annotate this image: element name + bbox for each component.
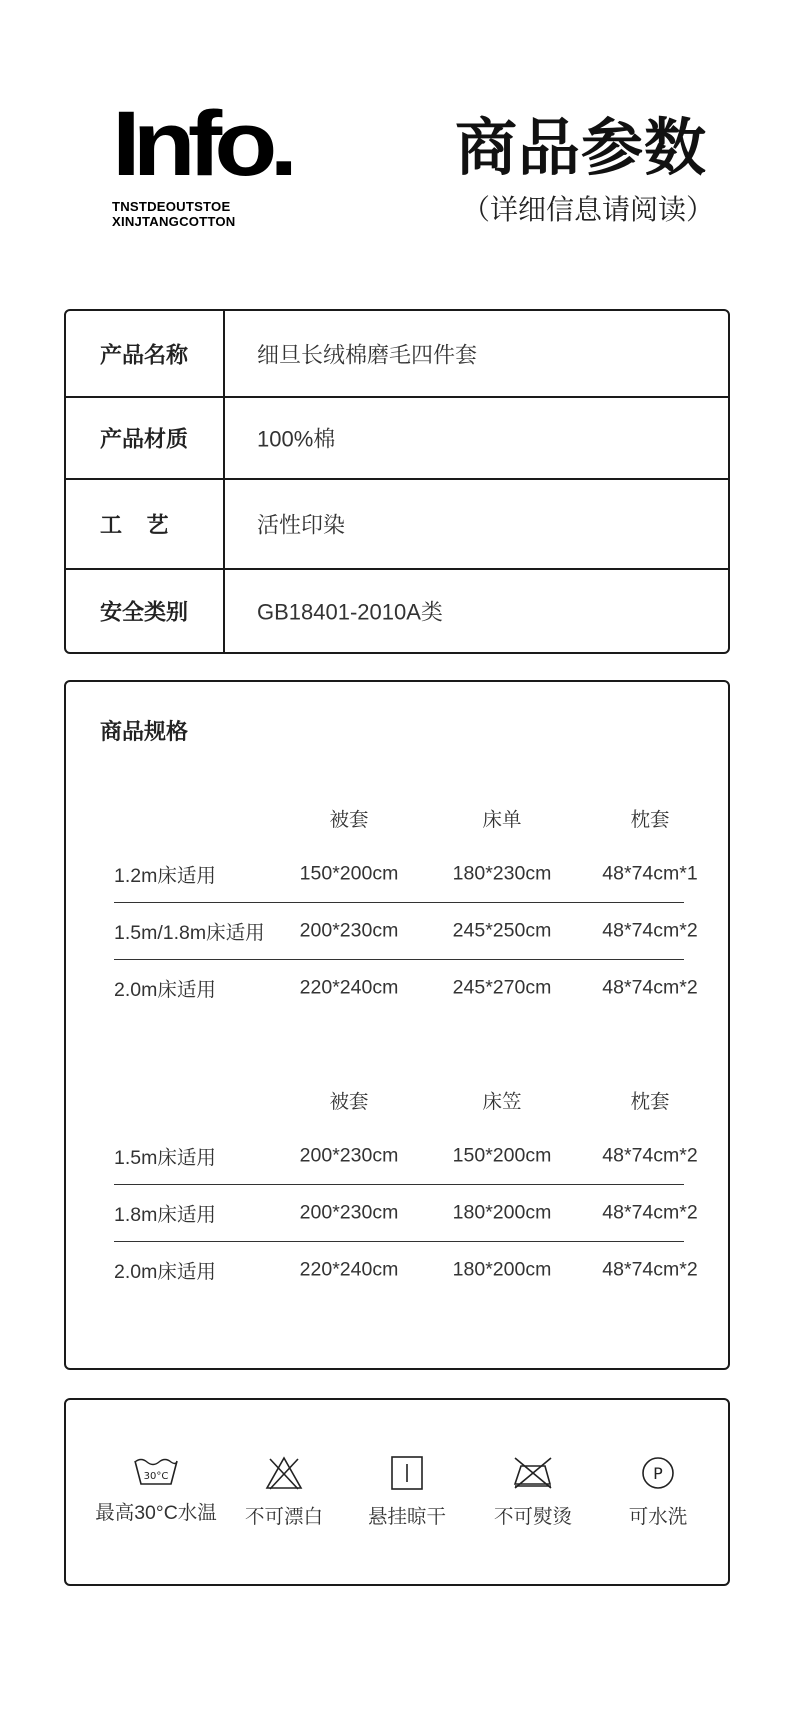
- care-label: 悬挂晾干: [367, 1506, 446, 1528]
- table-row: [114, 846, 698, 903]
- care-item-wash: [86, 1455, 226, 1525]
- info-row-material: [66, 398, 728, 480]
- wash-temp-tag: 30°C: [143, 1471, 169, 1482]
- size-cell: 1.5m/1.8m床适用: [114, 922, 265, 944]
- care-label: 不可漂白: [244, 1506, 323, 1528]
- care-item-dry: [337, 1455, 477, 1529]
- value-cell: 150*200cm: [299, 862, 399, 885]
- info-label: 产品名称: [100, 342, 189, 367]
- value-cell: 220*240cm: [299, 1258, 399, 1281]
- value-cell: 200*230cm: [299, 919, 399, 942]
- size-cell: 2.0m床适用: [114, 979, 216, 1001]
- value-cell: 200*230cm: [299, 1144, 399, 1167]
- value-cell: 48*74cm*2: [602, 919, 698, 942]
- value-cell: 48*74cm*2: [602, 1258, 698, 1281]
- info-label: 工 艺: [100, 512, 169, 538]
- logo-subtext: [112, 200, 236, 230]
- size-cell: 1.8m床适用: [114, 1204, 216, 1226]
- care-item-dryclean: [588, 1455, 728, 1529]
- spec-header-row: [114, 1072, 684, 1128]
- value-cell: 200*230cm: [299, 1201, 399, 1224]
- page-subtitle: （详细信息请阅读）: [462, 194, 715, 225]
- care-label: 最高30°C水温: [95, 1502, 217, 1524]
- header-cell: 被套: [329, 809, 369, 831]
- value-cell: 48*74cm*2: [602, 1144, 698, 1167]
- dry-clean-tag: P: [653, 1464, 663, 1483]
- table-row: [114, 960, 698, 1016]
- value-cell: 180*230cm: [452, 862, 552, 885]
- table-row: [114, 1128, 698, 1185]
- value-cell: 245*270cm: [452, 976, 552, 999]
- value-cell: 48*74cm*2: [602, 1201, 698, 1224]
- logo-wordmark: Info.: [112, 93, 291, 195]
- care-item-iron: [463, 1455, 603, 1529]
- care-item-bleach: [214, 1455, 354, 1529]
- header-cell: 枕套: [630, 809, 670, 831]
- care-label: 不可熨烫: [493, 1506, 572, 1528]
- header: [0, 0, 790, 300]
- info-value: 活性印染: [257, 512, 346, 538]
- product-info-table: [64, 309, 730, 654]
- value-cell: 48*74cm*2: [602, 976, 698, 999]
- value-cell: 150*200cm: [452, 1144, 552, 1167]
- value-cell: 220*240cm: [299, 976, 399, 999]
- spec-title: 商品规格: [100, 719, 189, 744]
- spec-table-1: [114, 790, 698, 1016]
- info-value: 细旦长绒棉磨毛四件套: [257, 342, 478, 367]
- line-dry-icon: [389, 1455, 425, 1491]
- info-row-safety: [66, 570, 728, 652]
- header-cell: 被套: [329, 1091, 369, 1113]
- no-iron-icon: [511, 1455, 555, 1491]
- spec-section: [64, 680, 730, 1370]
- value-cell: 180*200cm: [452, 1201, 552, 1224]
- no-bleach-icon: [264, 1455, 304, 1491]
- wash-30-icon: [132, 1455, 180, 1487]
- table-row: [114, 903, 698, 960]
- header-cell: 枕套: [630, 1091, 670, 1113]
- care-instructions: [64, 1398, 730, 1586]
- value-cell: 48*74cm*1: [602, 862, 698, 885]
- value-cell: 245*250cm: [452, 919, 552, 942]
- logo-subtext-line2: XINJTANGCOTTON: [112, 215, 236, 229]
- size-cell: 1.2m床适用: [114, 865, 216, 887]
- size-cell: 2.0m床适用: [114, 1261, 216, 1283]
- info-value: GB18401-2010A类: [257, 599, 443, 625]
- value-cell: 180*200cm: [452, 1258, 552, 1281]
- info-value: 100%棉: [257, 426, 336, 452]
- spec-table-2: [114, 1072, 698, 1298]
- dry-clean-p-icon: [640, 1455, 676, 1491]
- info-label: 产品材质: [100, 426, 189, 452]
- info-row-craft: [66, 480, 728, 570]
- header-cell: 床笠: [482, 1091, 522, 1113]
- logo-subtext-line1: TNSTDEOUTSTOE: [112, 200, 231, 214]
- table-row: [114, 1242, 698, 1298]
- info-row-name: [66, 311, 728, 398]
- header-cell: 床单: [482, 809, 522, 831]
- spec-header-row: [114, 790, 684, 846]
- size-cell: 1.5m床适用: [114, 1147, 216, 1169]
- care-label: 可水洗: [628, 1506, 688, 1528]
- table-row: [114, 1185, 698, 1242]
- info-label: 安全类别: [100, 599, 189, 625]
- page-title: 商品参数: [455, 114, 708, 183]
